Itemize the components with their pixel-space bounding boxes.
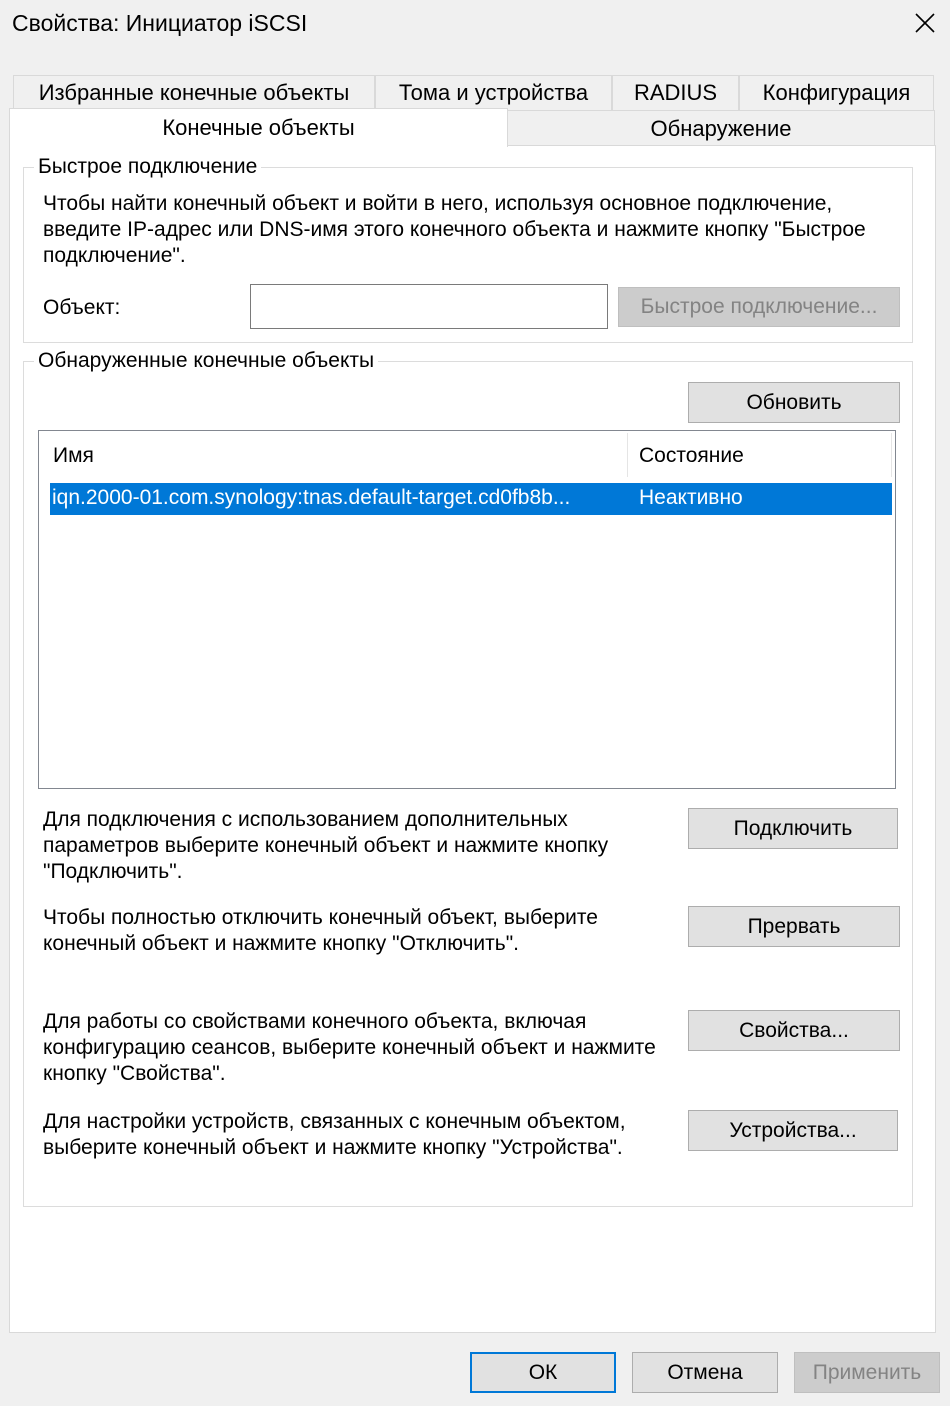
row-status-cell: Неактивно	[639, 486, 743, 509]
properties-description: Для работы со свойствами конечного объекта, включая конфигурацию сеансов, выберите конечный объект и нажмите кнопку "Свойства".	[43, 1010, 656, 1085]
tab-radius[interactable]: RADIUS	[612, 75, 739, 110]
close-button[interactable]	[910, 6, 940, 40]
properties-button[interactable]: Свойства...	[688, 1010, 900, 1051]
quick-connect-legend: Быстрое подключение	[34, 155, 261, 179]
connect-description: Для подключения с использованием дополнительных параметров выберите конечный объект и нажмите кнопку "Подключить".	[43, 808, 609, 883]
tab-targets[interactable]: Конечные объекты	[9, 108, 508, 147]
table-row[interactable]	[50, 483, 892, 515]
quick-connect-button[interactable]: Быстрое подключение...	[618, 287, 900, 327]
tab-discovery[interactable]: Обнаружение	[507, 110, 935, 146]
devices-description: Для настройки устройств, связанных с конечным объектом, выберите конечный объект и нажмите кнопку "Устройства".	[43, 1110, 626, 1159]
discovered-targets-legend: Обнаруженные конечные объекты	[34, 349, 378, 373]
connect-button[interactable]: Подключить	[688, 808, 898, 849]
cancel-button[interactable]: Отмена	[632, 1352, 778, 1393]
row-name-cell: iqn.2000-01.com.synology:tnas.default-target.cd0fb8b...	[52, 486, 571, 509]
disconnect-description: Чтобы полностью отключить конечный объект, выберите конечный объект и нажмите кнопку "Отключить".	[43, 906, 598, 955]
target-label: Объект:	[43, 296, 121, 319]
column-header-name[interactable]: Имя	[53, 444, 94, 467]
tab-favorite-targets[interactable]: Избранные конечные объекты	[13, 75, 375, 110]
close-icon	[914, 12, 936, 34]
target-input[interactable]	[250, 284, 608, 329]
targets-list[interactable]	[38, 430, 896, 789]
apply-button[interactable]: Применить	[794, 1352, 940, 1393]
window-title: Свойства: Инициатор iSCSI	[12, 10, 308, 36]
column-header-status[interactable]: Состояние	[639, 444, 744, 467]
tab-volumes-devices[interactable]: Тома и устройства	[375, 75, 612, 110]
refresh-button[interactable]: Обновить	[688, 382, 900, 423]
quick-connect-description: Чтобы найти конечный объект и войти в него, используя основное подключение, введите IP-адрес или DNS-имя этого конечного объекта и нажмите кнопку "Быстрое подключение".	[43, 192, 866, 267]
ok-button[interactable]: ОК	[470, 1352, 616, 1393]
column-divider-end	[891, 433, 892, 477]
disconnect-button[interactable]: Прервать	[688, 906, 900, 947]
tab-configuration[interactable]: Конфигурация	[739, 75, 934, 110]
devices-button[interactable]: Устройства...	[688, 1110, 898, 1151]
